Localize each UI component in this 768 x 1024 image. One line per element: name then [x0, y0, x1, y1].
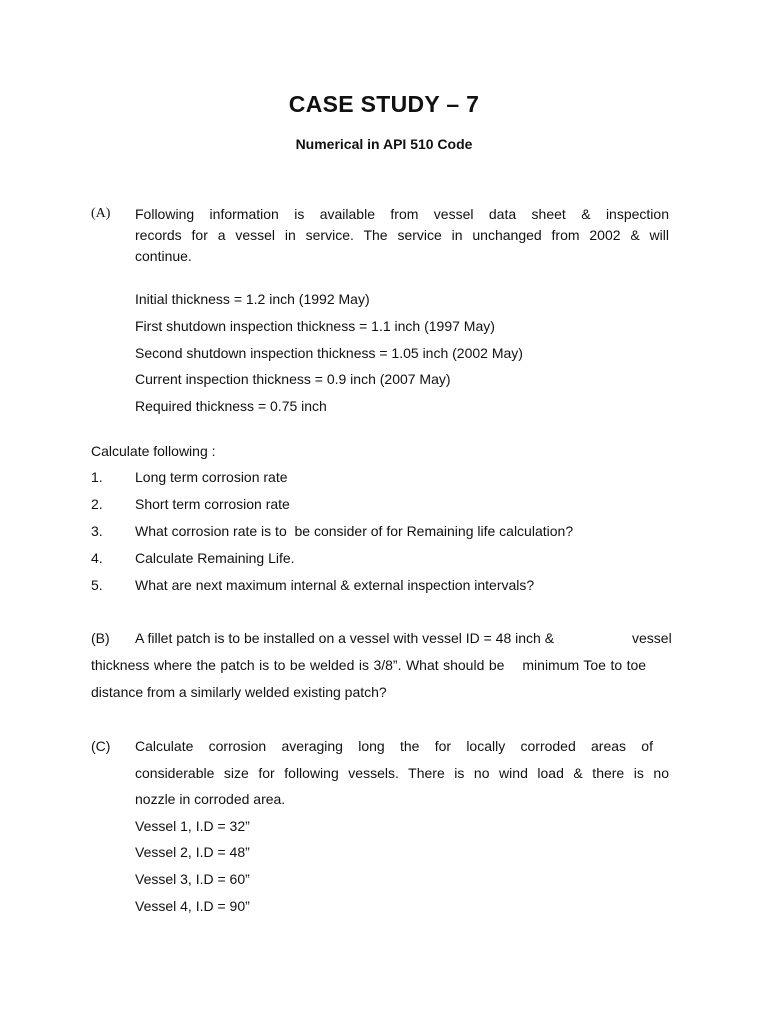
question-text: Long term corrosion rate [135, 469, 288, 485]
data-line-current-inspection: Current inspection thickness = 0.9 inch (2007 May) [135, 371, 451, 387]
section-b-line-1: A fillet patch is to be installed on a vessel with vessel ID = 48 inch & [135, 630, 555, 646]
question-number: 3. [91, 523, 103, 539]
data-line-second-shutdown: Second shutdown inspection thickness = 1.05 inch (2002 May) [135, 345, 523, 361]
section-a-para-line-1: Following information is available from vessel data sheet & inspection [135, 206, 669, 222]
section-b-label: (B) [91, 630, 110, 646]
data-line-first-shutdown: First shutdown inspection thickness = 1.1 inch (1997 May) [135, 318, 495, 334]
section-b-line-2: thickness where the patch is to be welded is 3/8”. What should be minimum Toe to toe [91, 657, 647, 673]
question-number: 2. [91, 496, 103, 512]
question-text: What are next maximum internal & external inspection intervals? [135, 577, 535, 593]
section-b-line-3: distance from a similarly welded existing patch? [91, 684, 387, 700]
question-number: 4. [91, 550, 103, 566]
data-line-required-thickness: Required thickness = 0.75 inch [135, 398, 327, 414]
page-title: CASE STUDY – 7 [288, 91, 480, 117]
section-c-para-line-1: Calculate corrosion averaging long the for locally corroded areas of [135, 738, 653, 754]
section-c-para-line-3: nozzle in corroded area. [135, 791, 286, 807]
vessel-line: Vessel 1, I.D = 32” [135, 818, 250, 834]
question-number: 5. [91, 577, 103, 593]
section-a-para-line-3: continue. [135, 248, 192, 264]
question-text: Calculate Remaining Life. [135, 550, 295, 566]
section-b-line-1-tail: vessel [632, 630, 672, 646]
question-number: 1. [91, 469, 103, 485]
vessel-line: Vessel 2, I.D = 48” [135, 844, 250, 860]
calculate-heading: Calculate following : [91, 443, 216, 459]
question-text: What corrosion rate is to be consider of for Remaining life calculation? [135, 523, 574, 539]
section-c-para-line-2: considerable size for following vessels. There is no wind load & there is no [135, 765, 669, 781]
section-a-label: (A) [91, 206, 111, 221]
question-text: Short term corrosion rate [135, 496, 290, 512]
section-c-label: (C) [91, 738, 111, 754]
vessel-line: Vessel 4, I.D = 90” [135, 898, 250, 914]
vessel-line: Vessel 3, I.D = 60” [135, 871, 250, 887]
section-a-para-line-2: records for a vessel in service. The service in unchanged from 2002 & will [135, 227, 669, 243]
page-subtitle: Numerical in API 510 Code [295, 136, 473, 152]
data-line-initial-thickness: Initial thickness = 1.2 inch (1992 May) [135, 291, 370, 307]
